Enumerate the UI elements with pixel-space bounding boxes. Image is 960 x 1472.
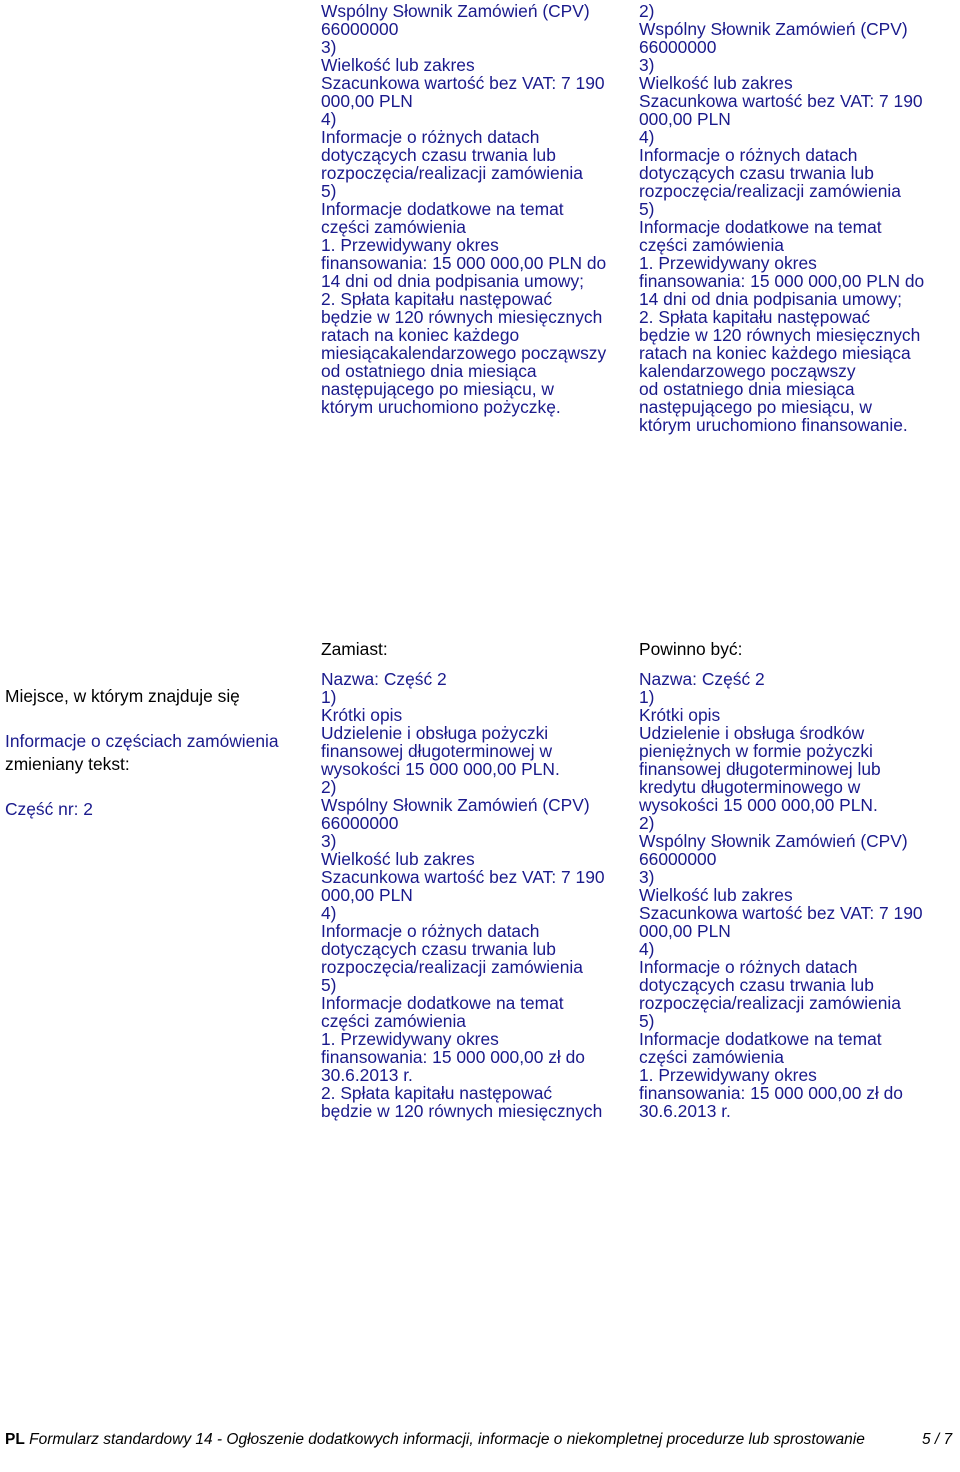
text-line: 1. Przewidywany okres <box>639 253 817 273</box>
text-line: 1. Przewidywany okres <box>639 1065 817 1085</box>
part1-old-text <box>321 2 606 416</box>
text-line: 5) <box>639 1011 655 1031</box>
text-line: rozpoczęcia/realizacji zamówienia <box>321 957 583 977</box>
text-line: 000,00 PLN <box>321 885 413 905</box>
text-line: 000,00 PLN <box>639 921 731 941</box>
text-line: części zamówienia <box>639 1047 784 1067</box>
text-line: 4) <box>321 109 337 129</box>
text-line: następującego po miesiącu, w <box>639 397 872 417</box>
text-line: finansowania: 15 000 000,00 zł do <box>321 1047 585 1067</box>
text-line: 2. Spłata kapitału następować <box>321 289 553 309</box>
text-line: ratach na koniec każdego <box>321 325 520 345</box>
text-line: 1) <box>639 687 655 707</box>
text-line: od ostatniego dnia miesiąca <box>321 361 537 381</box>
text-line: wysokości 15 000 000,00 PLN. <box>639 795 878 815</box>
text-line: dotyczących czasu trwania lub <box>321 939 556 959</box>
page-number: 5 / 7 <box>922 1431 953 1448</box>
text-line: 14 dni od dnia podpisania umowy; <box>639 289 902 309</box>
text-line: Wielkość lub zakres <box>639 885 793 905</box>
text-line: Informacje o różnych datach <box>639 145 858 165</box>
text-line: którym uruchomiono pożyczkę. <box>321 397 561 417</box>
text-line: dotyczących czasu trwania lub <box>639 975 874 995</box>
text-line: 1) <box>321 687 337 707</box>
text-line: Szacunkowa wartość bez VAT: 7 190 <box>639 903 923 923</box>
new-text-header: Powinno być: <box>639 639 743 659</box>
page-footer <box>5 1430 885 1450</box>
text-line: Udzielenie i obsługa pożyczki <box>321 723 549 743</box>
text-line: Nazwa: Część 2 <box>639 669 765 689</box>
text-line: Krótki opis <box>639 705 721 725</box>
text-line: 66000000 <box>321 813 399 833</box>
text-line: Szacunkowa wartość bez VAT: 7 190 <box>639 91 923 111</box>
text-line: finansowania: 15 000 000,00 PLN do <box>639 271 925 291</box>
text-line: 66000000 <box>321 19 399 39</box>
change-location-value <box>5 685 279 843</box>
text-line: Wspólny Słownik Zamówień (CPV) <box>639 19 908 39</box>
text-line: 30.6.2013 r. <box>639 1101 731 1121</box>
text-line: będzie w 120 równych miesięcznych <box>321 1101 603 1121</box>
text-line: będzie w 120 równych miesięcznych <box>321 307 603 327</box>
text-line: pieniężnych w formie pożyczki <box>639 741 873 761</box>
text-line: 000,00 PLN <box>639 109 731 129</box>
text-line: 5) <box>321 181 337 201</box>
text-line: Wielkość lub zakres <box>639 73 793 93</box>
text-line: finansowania: 15 000 000,00 PLN do <box>321 253 607 273</box>
text-line: Wspólny Słownik Zamówień (CPV) <box>321 1 590 21</box>
text-line: 2) <box>639 813 655 833</box>
text-line: Wspólny Słownik Zamówień (CPV) <box>321 795 590 815</box>
text-line: Informacje dodatkowe na temat <box>321 993 564 1013</box>
location-value-part: Część nr: 2 <box>5 798 93 819</box>
text-line: od ostatniego dnia miesiąca <box>639 379 855 399</box>
text-line: 2. Spłata kapitału następować <box>321 1083 553 1103</box>
text-line: rozpoczęcia/realizacji zamówienia <box>639 993 901 1013</box>
text-line: 3) <box>639 867 655 887</box>
text-line: Wielkość lub zakres <box>321 55 475 75</box>
text-line: 66000000 <box>639 849 717 869</box>
text-line: 5) <box>639 199 655 219</box>
text-line: 3) <box>639 55 655 75</box>
text-line: rozpoczęcia/realizacji zamówienia <box>321 163 583 183</box>
text-line: 2) <box>639 1 655 21</box>
text-line: Udzielenie i obsługa środków <box>639 723 865 743</box>
text-line: 30.6.2013 r. <box>321 1065 413 1085</box>
text-line: Informacje o różnych datach <box>321 921 540 941</box>
text-line: Nazwa: Część 2 <box>321 669 447 689</box>
text-line: 5) <box>321 975 337 995</box>
text-line: 000,00 PLN <box>321 91 413 111</box>
text-line: Informacje dodatkowe na temat <box>639 217 882 237</box>
text-line: części zamówienia <box>321 217 466 237</box>
footer-form-title: Formularz standardowy 14 - Ogłoszenie dodatkowych informacji, informacje o niekompletnej procedurze lub sprostowanie <box>29 1431 865 1448</box>
text-line: 1. Przewidywany okres <box>321 1029 499 1049</box>
text-line: Informacje dodatkowe na temat <box>321 199 564 219</box>
text-line: 1. Przewidywany okres <box>321 235 499 255</box>
text-line: części zamówienia <box>639 235 784 255</box>
text-line: finansowej długoterminowej w <box>321 741 553 761</box>
text-line: kredytu długoterminowego w <box>639 777 861 797</box>
text-line: 14 dni od dnia podpisania umowy; <box>321 271 584 291</box>
text-line: 2) <box>321 777 337 797</box>
text-line: finansowej długoterminowej lub <box>639 759 881 779</box>
text-line: będzie w 120 równych miesięcznych <box>639 325 921 345</box>
text-line: 3) <box>321 831 337 851</box>
text-line: ratach na koniec każdego miesiąca <box>639 343 911 363</box>
text-line: miesiącakalendarzowego począwszy <box>321 343 607 363</box>
location-value-section: Informacje o częściach zamówienia <box>5 731 279 751</box>
text-line: finansowania: 15 000 000,00 zł do <box>639 1083 903 1103</box>
text-line: Informacje o różnych datach <box>321 127 540 147</box>
text-line: rozpoczęcia/realizacji zamówienia <box>639 181 901 201</box>
text-line: Krótki opis <box>321 705 403 725</box>
location-label-line-1: Miejsce, w którym znajduje się <box>5 686 240 706</box>
text-line: Informacje dodatkowe na temat <box>639 1029 882 1049</box>
text-line: którym uruchomiono finansowanie. <box>639 415 908 435</box>
text-line: wysokości 15 000 000,00 PLN. <box>321 759 560 779</box>
text-line: 4) <box>321 903 337 923</box>
text-line: 4) <box>639 127 655 147</box>
text-line: części zamówienia <box>321 1011 466 1031</box>
old-text-header: Zamiast: <box>321 639 388 659</box>
text-line: Informacje o różnych datach <box>639 957 858 977</box>
part2-old-text <box>321 670 605 1120</box>
part1-new-text <box>639 2 924 434</box>
text-line: 66000000 <box>639 37 717 57</box>
text-line: dotyczących czasu trwania lub <box>639 163 874 183</box>
text-line: 2. Spłata kapitału następować <box>639 307 871 327</box>
text-line: Wspólny Słownik Zamówień (CPV) <box>639 831 908 851</box>
text-line: następującego po miesiącu, w <box>321 379 554 399</box>
text-line: Szacunkowa wartość bez VAT: 7 190 <box>321 73 605 93</box>
footer-language: PL <box>5 1431 25 1448</box>
text-line: 3) <box>321 37 337 57</box>
location-label-line-2: zmieniany tekst: <box>5 753 130 774</box>
text-line: kalendarzowego począwszy <box>639 361 856 381</box>
part2-new-text <box>639 670 923 1120</box>
text-line: Szacunkowa wartość bez VAT: 7 190 <box>321 867 605 887</box>
text-line: 4) <box>639 939 655 959</box>
text-line: dotyczących czasu trwania lub <box>321 145 556 165</box>
text-line: Wielkość lub zakres <box>321 849 475 869</box>
